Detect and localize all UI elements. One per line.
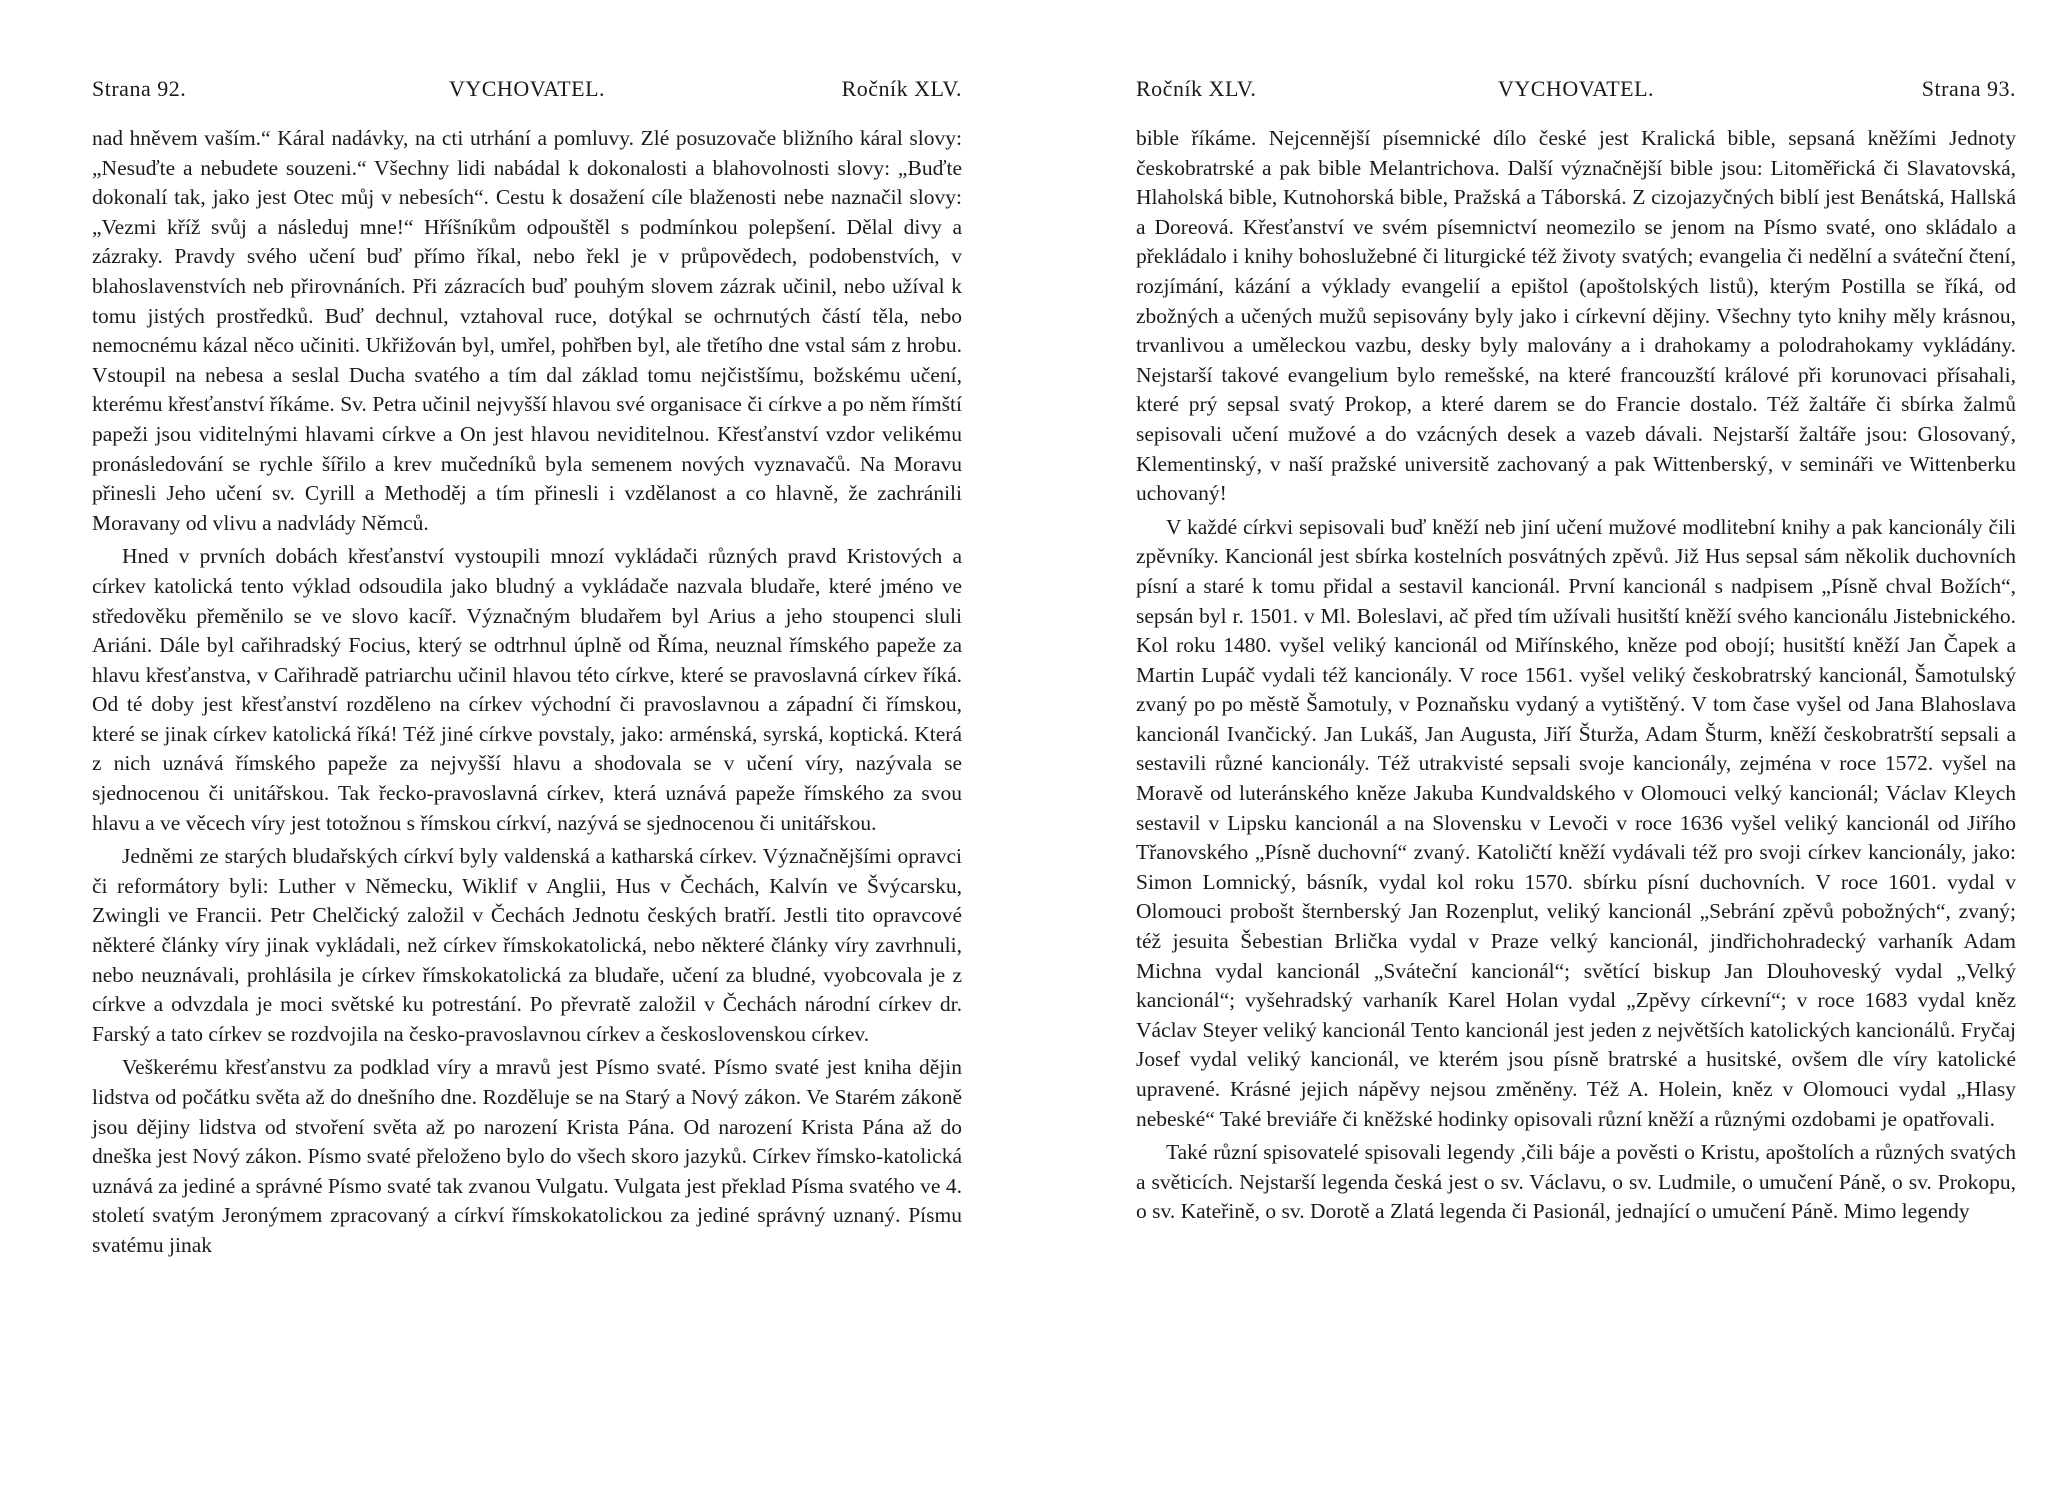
left-page-header <box>92 76 962 106</box>
paragraph: Jedněmi ze starých bludařských církví byly valdenská a katharská církev. Význačnějšími opravci či reformátory byli: Luther v Německu, Wiklif v Anglii, Hus v Čechách, Kalvín ve Švýcarsku, Zwingli ve Francii. Petr Chelčický založil v Čechách Jednotu českých bratří. Jestli tito opravcové některé články víry jinak vykládali, než církev římskokatolická, nebo některé články víry zavrhnuli, nebo neuznávali, prohlásila je církev římskokatolická za bludaře, učení za bludné, vyobcovala je z církve a odvzdala je moci světské ku potrestání. Po převratě založil v Čechách národní církev dr. Farský a tato církev se rozdvojila na česko-pravoslavnou církev a československou církev. <box>92 844 962 1046</box>
paragraph: bible říkáme. Nejcennější písemnické dílo české jest Kralická bible, sepsaná kněžími Jednoty českobratrské a pak bible Melantrichova. Další význačnější bible jsou: Litoměřická či Slavatovská, Hlaholská bible, Kutnohorská bible, Pražská a Táborská. Z cizojazyčných biblí jest Benátská, Hallská a Doreová. Křesťanství ve svém písemnictví neomezilo se jenom na Písmo svaté, ono skládalo a překládalo i knihy bohoslužebné či liturgické též životy svatých; evangelia či nedělní a sváteční čtení, rozjímání, kázání a výklady evangelií a epištol (apoštolských listů), kterým Postilla se říká, od zbožných a učených mužů sepisovány byly jako i církevní dějiny. Všechny tyto knihy měly krásnou, trvanlivou a uměleckou vazbu, desky byly malovány a i drahokamy a polodrahokamy vykládány. Nejstarší takové evangelium bylo remešské, na které francouzští králové při korunovaci přísahali, které prý sepsal svatý Prokop, a které darem se do Francie dostalo. Též žaltáře či sbírka žalmů sepisovali učení mužové a do vzácných desek a vazeb dávali. Nejstarší žaltáře jsou: Glosovaný, Klementinský, v naší pražské universitě zachovaný a pak Wittenberský, v semináři ve Wittenberku uchovaný! <box>1136 126 2016 506</box>
page-number: Strana 92. <box>92 76 187 101</box>
journal-title: VYCHOVATEL. <box>1497 76 1655 101</box>
page-number: Strana 93. <box>1921 76 2016 101</box>
paragraph: nad hněvem vaším.“ Káral nadávky, na cti utrhání a pomluvy. Zlé posuzovače bližního káral slovy: „Nesuďte a nebudete souzeni.“ Všechny lidi nabádal k dokonalosti a blahovolnosti slovy: „Buďte dokonalí tak, jako jest Otec můj v nebesích“. Cestu k dosažení cíle blaženosti nebe naznačil slovy: „Vezmi kříž svůj a následuj mne!“ Hříšníkům odpouštěl s podmínkou polepšení. Dělal divy a zázraky. Pravdy svého učení buď přímo říkal, nebo řekl je v průpovědech, podobenstvích, v blahoslavenstvích neb přirovnáních. Při zázracích buď pouhým slovem zázrak učinil, nebo užíval k tomu jistých prostředků. Buď dechnul, vztahoval ruce, dotýkal se ochrnutých částí těla, nebo nemocnému kázal něco učiniti. Ukřižován byl, umřel, pohřben byl, ale třetího dne vstal sám z hrobu. Vstoupil na nebesa a seslal Ducha svatého a tím dal základ tomu nejčistšímu, božskému učení, kterému křesťanství říkáme. Sv. Petra učinil nejvyšší hlavou své organisace či církve a po něm římští papeži jsou viditelnými hlavami církve a On jest hlavou neviditelnou. Křesťanství vzdor velikému pronásledování se rychle šířilo a krev mučedníků byla semenem nových vyznavačů. Na Moravu přinesli Jeho učení sv. Cyrill a Methoděj a tím přinesli i vzdělanost a co hlavně, že zachránili Moravany od vlivu a nadvlády Němců. <box>92 126 962 535</box>
right-page-header <box>1136 76 2016 106</box>
journal-title: VYCHOVATEL. <box>448 76 606 101</box>
paragraph: Také různí spisovatelé spisovali legendy ,čili báje a pověsti o Kristu, apoštolích a různých svatých a světicích. Nejstarší legenda česká jest o sv. Václavu, o sv. Ludmile, o umučení Páně, o sv. Prokopu, o sv. Kateřině, o sv. Dorotě a Zlatá legenda či Pasionál, jednající o umučení Páně. Mimo legendy <box>1136 1140 2016 1224</box>
paragraph: Veškerému křesťanstvu za podklad víry a mravů jest Písmo svaté. Písmo svaté jest kniha dějin lidstva od počátku světa až do dnešního dne. Rozděluje se na Starý a Nový zákon. Ve Starém zákoně jsou dějiny lidstva od stvoření světa až po narození Krista Pána. Od narození Krista Pána až do dneška jest Nový zákon. Písmo svaté přeloženo bylo do všech skoro jazyků. Církev římsko-katolická uznává za jediné a správné Písmo svaté tak zvanou Vulgatu. Vulgata jest překlad Písma svatého ve 4. století svatým Jeronýmem zpracovaný a církví římskokatolickou za jediné správný uznaný. Písmu svatému jinak <box>92 1055 962 1257</box>
volume-label: Ročník XLV. <box>841 76 962 101</box>
volume-label: Ročník XLV. <box>1136 76 1257 101</box>
right-page-body <box>1136 124 2016 1231</box>
right-page <box>1030 0 2060 1500</box>
paragraph: Hned v prvních dobách křesťanství vystoupili mnozí vykládači různých pravd Kristových a církev katolická tento výklad odsoudila jako bludný a vykládače nazvala bludaře, které jméno ve středověku přeměnilo se ve slovo kacíř. Význačným bludařem byl Arius a jeho stoupenci sluli Ariáni. Dále byl cařihradský Focius, který se odtrhnul úplně od Říma, neuznal římského papeže za hlavu křesťanstva, v Cařihradě patriarchu učinil hlavou této církve, které se pravoslavná církev říká. Od té doby jest křesťanství rozděleno na církev východní či pravoslavnou a západní či římskou, které se jinak církev katolická říká! Též jiné církve povstaly, jako: arménská, syrská, koptická. Která z nich uznává římského papeže za nejvyšší hlavu a shodovala se v učení víry, nazývala se sjednocenou či unitářskou. Tak řecko-pravoslavná církev, která uznává papeže římského za svou hlavu a ve věcech víry jest totožnou s římskou církví, nazývá se sjednocenou či unitářskou. <box>92 544 962 835</box>
left-page-body <box>92 124 962 1265</box>
paragraph: V každé církvi sepisovali buď kněží neb jiní učení mužové modlitební knihy a pak kancionály čili zpěvníky. Kancionál jest sbírka kostelních posvátných zpěvů. Již Hus sepsal sám několik duchovních písní a staré k tomu přidal a sestavil kancionál. První kancionál s nadpisem „Písně chval Božích“, sepsán byl r. 1501. v Ml. Boleslavi, ač před tím užívali husitští kněží svého kancionálu Jistebnického. Kol roku 1480. vyšel veliký kancionál od Miřínského, kněze pod obojí; husitští kněží Jan Čapek a Martin Lupáč vydali též kancionály. V roce 1561. vyšel veliký českobratrský kancionál, Šamotulský zvaný po po městě Šamotuly, v Poznaňsku vydaný a vytištěný. V tom čase vyšel od Jana Blahoslava kancionál Ivančický. Jan Lukáš, Jan Augusta, Jiří Šturža, Adam Šturm, kněží českobratrští sepsali a sestavili různé kancionály. Též utrakvisté sepsali svoje kancionály, zejména v roce 1572. vyšel na Moravě od luteránského kněze Jakuba Kundvaldského v Olomouci velký kancionál; Václav Kleych sestavil v Lipsku kancionál a na Slovensku v Levoči v roce 1636 vyšel veliký kancionál od Jiřího Třanovského „Písně duchovní“ zvaný. Katoličtí kněží vydávali též pro svoji církev kancionály, jako: Simon Lomnický, básník, vydal kol roku 1570. sbírku písní duchovních. V roce 1601. vydal v Olomouci probošt šternberský Jan Rozenplut, veliký kancionál „Sebrání zpěvů pobožných“, zvaný; též jesuita Šebestian Brlička vydal v Praze velký kancionál, jindřichohradecký varhaník Adam Michna vydal kancionál „Sváteční kancionál“; světící biskup Jan Dlouhoveský vydal „Velký kancionál“; vyšehradský varhaník Karel Holan vydal „Zpěvy církevní“; v roce 1683 vydal kněz Václav Steyer veliký kancionál Tento kancionál jest jeden z největších katolických kancionálů. Fryčaj Josef vydal veliký kancionál, ve kterém jsou písně bratrské a husitské, ovšem dle víry katolické upravené. Krásné jejich nápěvy nejsou změněny. Též A. Holein, kněz v Olomouci vydal „Hlasy nebeské“ Také breviáře či kněžské hodinky opisovali různí kněží a různými ozdobami je opatřovali. <box>1136 514 2016 1131</box>
